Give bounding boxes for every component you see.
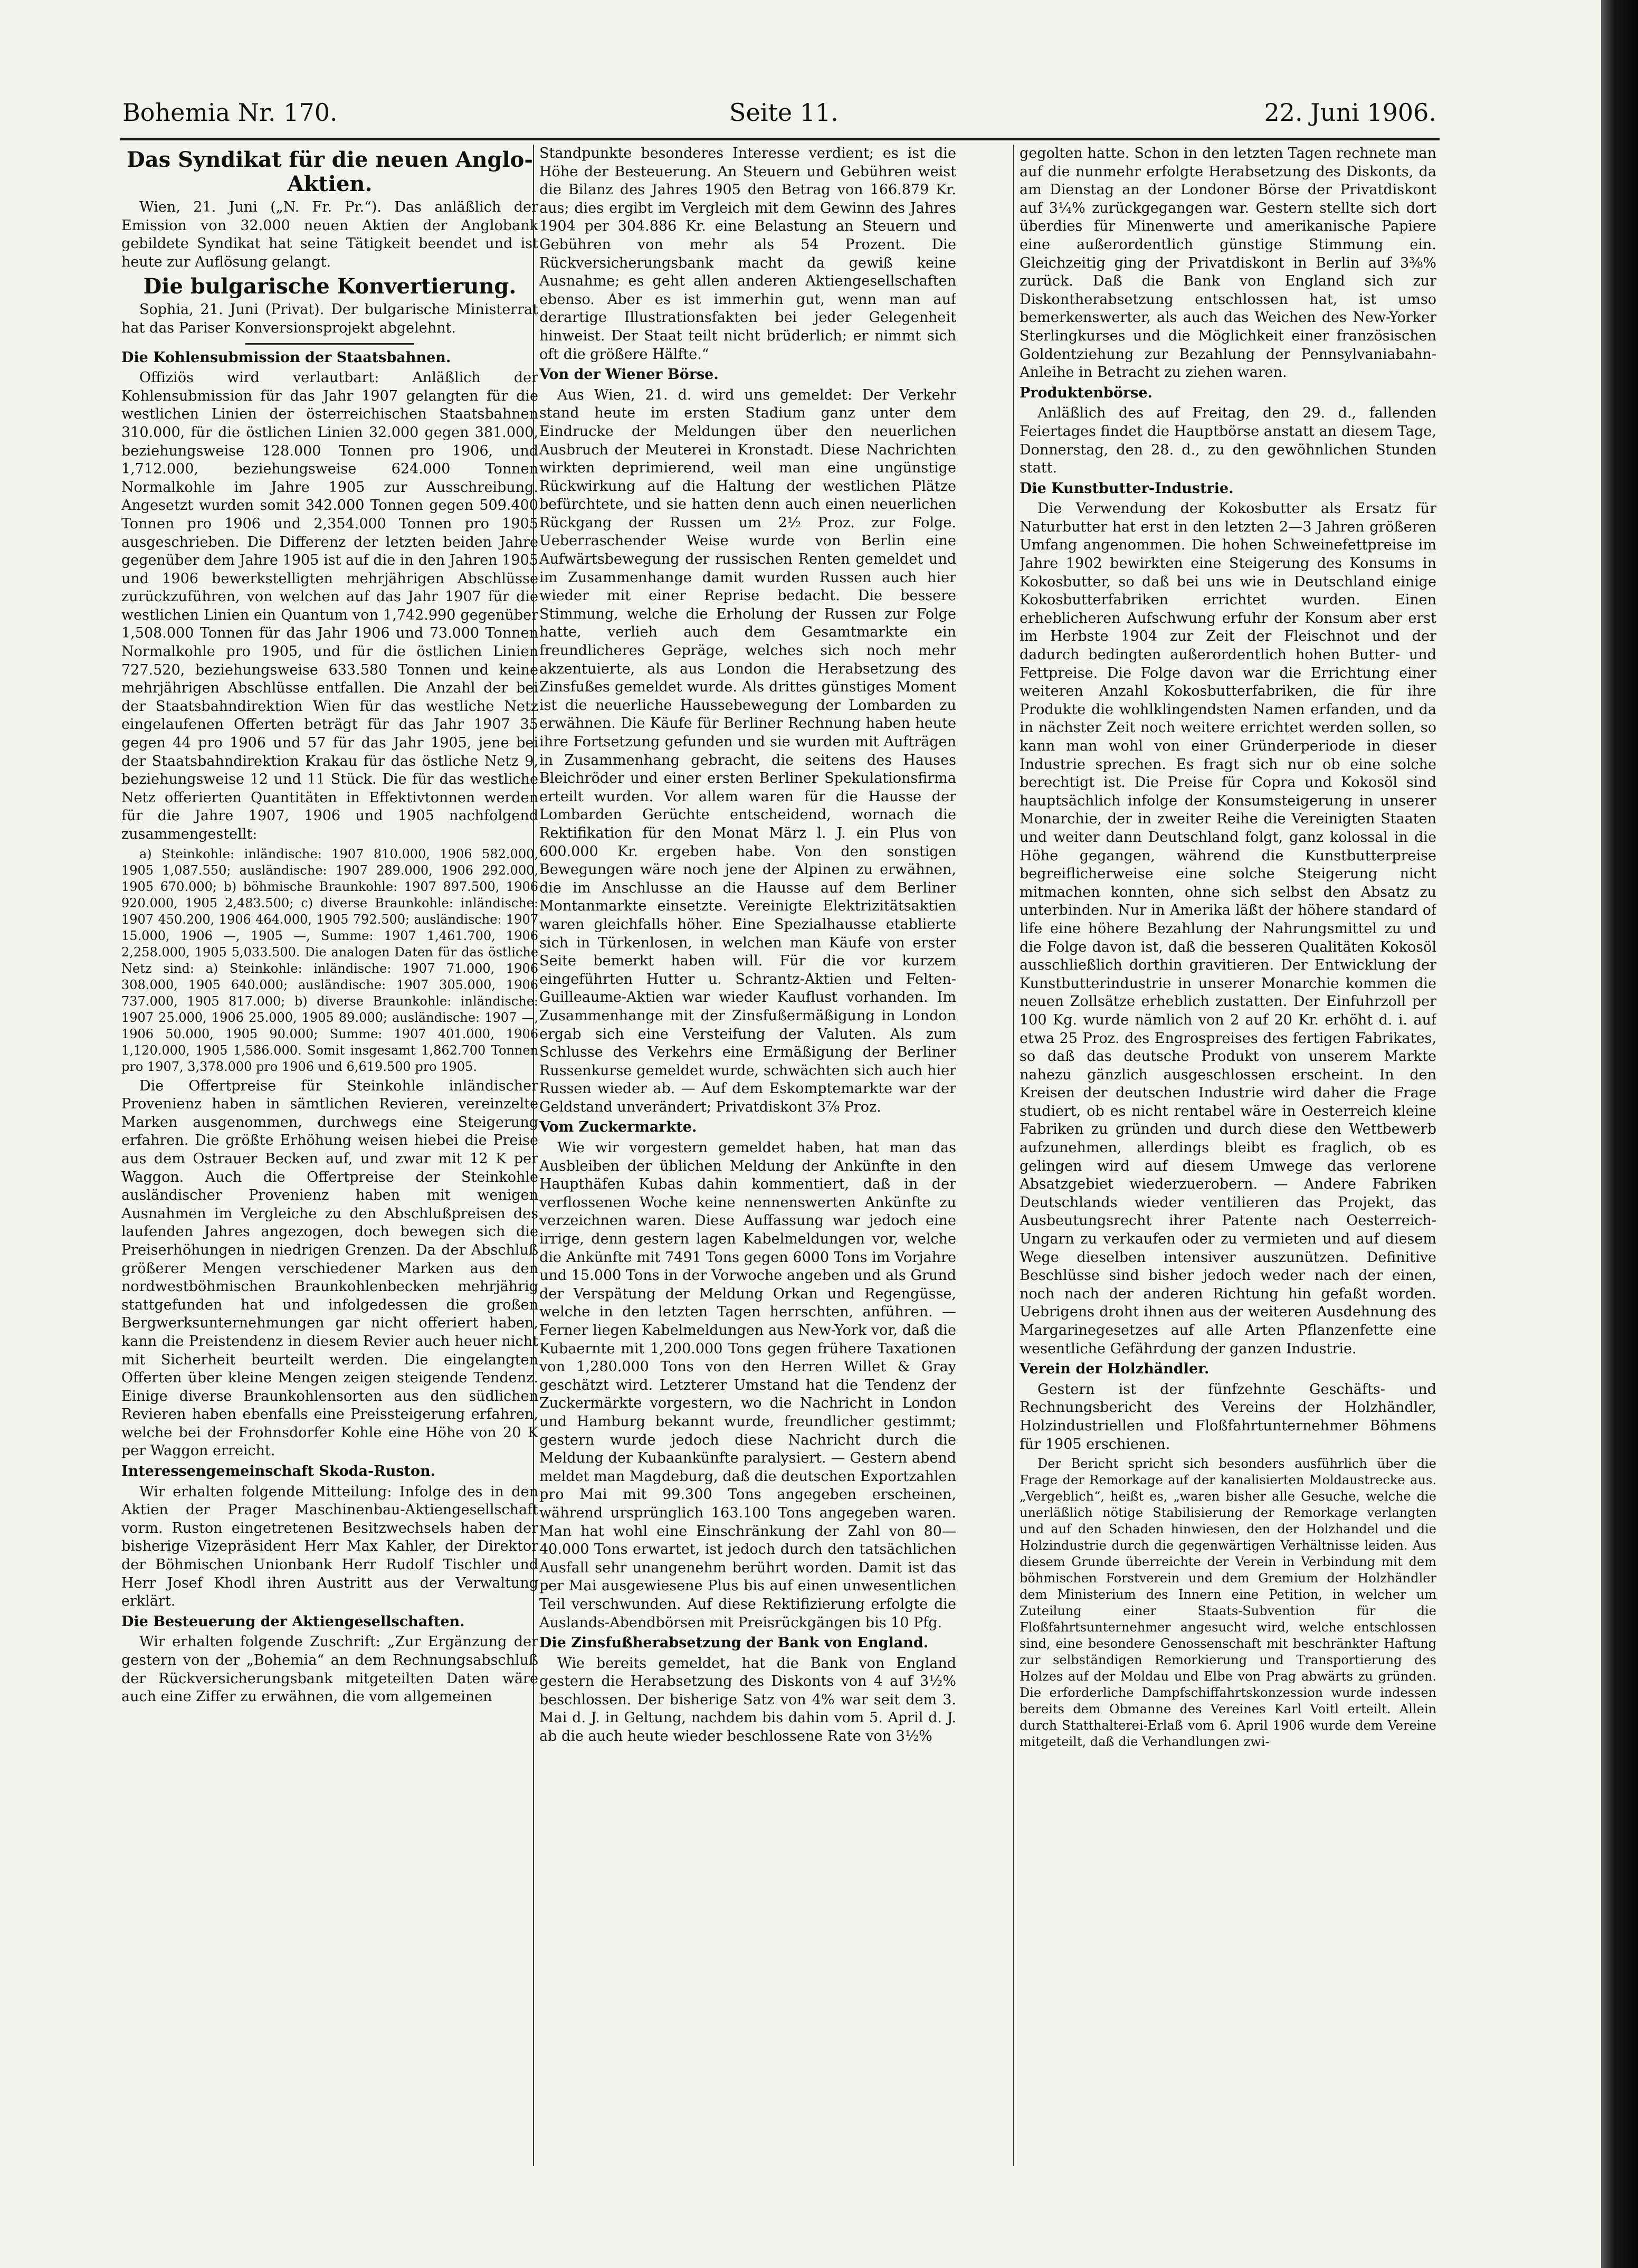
article-coal-submission: Offiziös wird verlautbart: Anläßlich der Kohlensubmission für das Jahr 1907 gelangten für die westlichen Linien der österreichischen Staatsbahnen 310.000, für die östlichen Linien 32.000 gegen 381.000, beziehungsweise 128.000 Tonnen pro 1906, und 1,712.000, beziehungsweise 624.000 Tonnen Normalkohle im Jahre 1905 zur Ausschreibung. Angesetzt wurden somit 342.000 Tonnen gegen 509.400 Tonnen pro 1906 und 2,354.000 Tonnen pro 1905 ausgeschrieben. Die Differenz der letzten beiden Jahre gegenüber dem Jahre 1905 ist auf die in den Jahren 1905 und 1906 bewerkstelligten mehrjährigen Abschlüsse zurückzuführen, von welchen auf das Jahr 1907 für die westlichen Linien ein Quantum von 1,742.990 gegenüber 1,508.000 Tonnen für das Jahr 1906 und 73.000 Tonnen Normalkohle pro 1905, und für die östlichen Linien 727.520, beziehungsweise 633.580 Tonnen und keine mehrjährigen Abschlüsse entfallen. Die Anzahl der bei der Staatsbahndirektion Wien für das westliche Netz eingelaufenen Offerten beträgt für das Jahr 1907 35 gegen 44 pro 1906 und 57 für das Jahr 1905, jene bei der Staatsbahndirektion Krakau für das östliche Netz 9, beziehungsweise 12 und 11 Stück. Die für das westliche Netz offerierten Quantitäten in Effektivtonnen werden für die Jahre 1907, 1906 und 1905 nachfolgend zusammengestellt: bbox=[121, 369, 538, 842]
headline-syndikat: Das Syndikat für die neuen Anglo-Aktien. bbox=[127, 147, 533, 196]
header-rule bbox=[120, 138, 1440, 140]
taxation-title: Die Besteuerung der Aktiengesellschaften. bbox=[121, 1613, 465, 1630]
article-coal-submission-lead bbox=[121, 349, 538, 367]
column-2 bbox=[539, 145, 956, 2166]
article-timber-dealers: Gestern ist der fünfzehnte Geschäfts- und Rechnungsbericht des Vereins der Holzhändler, Holzindustriellen und Floßfahrtunternehmer Böhmens für 1905 erschienen. bbox=[1020, 1381, 1436, 1453]
article-coal-prices: Die Offertpreise für Steinkohle inländischer Provenienz haben in sämtlichen Revieren, vereinzelte Marken ausgenommen, durchwegs eine Steigerung erfahren. Die größte Erhöhung weisen hiebei die Preise aus dem Ostrauer Becken auf, und zwar mit 12 K per Waggon. Auch die Offertpreise der Steinkohle ausländischer Provenienz haben mit wenigen Ausnahmen im Vergleiche zu den Abschlußpreisen des laufenden Jahres angezogen, doch bewegen sich die Preiserhöhungen in niedrigen Grenzen. Da der Abschluß größerer Mengen verschiedener Marken aus den nordwestböhmischen Braunkohlenbecken mehrjährig stattgefunden hat und infolgedessen die großen Bergwerksunternehmungen gar nicht offeriert haben, kann die Preistendenz in diesem Revier auch heuer nicht mit Sicherheit beurteilt werden. Die eingelangten Offerten über kleine Mengen zeigen steigende Tendenz. Einige diverse Braunkohlensorten aus den südlichen Revieren haben ebenfalls eine Preissteigerung erfahren, welche bei der Frohnsdorfer Kohle eine Höhe von 20 K per Waggon erreicht. bbox=[121, 1077, 538, 1459]
bank-of-england-title: Die Zinsfußherabsetzung der Bank von England. bbox=[539, 1635, 929, 1652]
article-bank-of-england-lead bbox=[539, 1634, 956, 1653]
article-taxation-continued: Standpunkte besonderes Interesse verdient; es ist die Höhe der Besteuerung. An Steuern und Gebühren weist die Bilanz des Jahres 1905 den Betrag von 166.879 Kr. aus; dies ergibt im Vergleich mit dem Gewinn des Jahres 1904 per 304.886 Kr. eine Belastung an Steuern und Gebühren von mehr als 54 Prozent. Die Rückversicherungsbank macht da gewiß keine Ausnahme; es geht allen anderen Aktiengesellschaften ebenso. Aber es ist immerhin gut, wenn man auf derartige Illustrationsfakten bei jeder Gelegenheit hinweist. Der Staat teilt nicht brüderlich; er nimmt sich oft die größere Hälfte.“ bbox=[539, 145, 956, 363]
article-coal-submission-figures: a) Steinkohle: inländische: 1907 810.000, 1906 582.000, 1905 1,087.550; ausländische: 1907 289.000, 1906 292.000, 1905 670.000; b) böhmische Braunkohle: 1907 897.500, 1906 920.000, 1905 2,483.500; c) diverse Braunkohle: inländische: 1907 450.200, 1906 464.000, 1905 792.500; ausländische: 1907 15.000, 1906 —, 1905 —, Summe: 1907 1,461.700, 1906 2,258.000, 1905 5,033.500. Die analogen Daten für das östliche Netz sind: a) Steinkohle: inländische: 1907 71.000, 1906 308.000, 1905 640.000; ausländische: 1907 305.000, 1906 737.000, 1905 817.000; b) diverse Braunkohle: inländische: 1907 25.000, 1906 25.000, 1905 89.000; ausländische: 1907 —, 1906 50.000, 1905 90.000; Summe: 1907 401.000, 1906 1,120.000, 1905 1,586.000. Somit insgesamt 1,862.700 Tonnen pro 1907, 3,378.000 pro 1906 und 6,619.500 pro 1905. bbox=[121, 846, 538, 1074]
produce-exchange-title: Produktenbörse. bbox=[1020, 384, 1153, 401]
article-bank-of-england: Wie bereits gemeldet, hat die Bank von England gestern die Herabsetzung des Diskonts von 4 auf 3½% beschlossen. Der bisherige Satz von 4% war seit dem 3. Mai d. J. in Geltung, nachdem bis dahin vom 5. April d. J. ab die auch heute wieder beschlossene Rate von 3½% bbox=[539, 1655, 956, 1745]
article-vienna-exchange-lead bbox=[539, 366, 956, 384]
article-taxation-lead bbox=[121, 1613, 538, 1631]
article-timber-dealers-lead bbox=[1020, 1360, 1436, 1379]
margarine-industry-title: Die Kunstbutter-Industrie. bbox=[1020, 480, 1234, 497]
article-bulgarian-conversion: Sophia, 21. Juni (Privat). Der bulgarische Ministerrat hat das Pariser Konversionsprojekt abgelehnt. bbox=[121, 301, 538, 336]
column-rule bbox=[1013, 145, 1014, 2166]
article-margarine-industry: Die Verwendung der Kokosbutter als Ersatz für Naturbutter hat erst in den letzten 2—3 Jahren größeren Umfang angenommen. Die hohen Schweinefettpreise im Jahre 1902 bewirkten eine Steigerung des Konsums in Kokosbutter, so daß bei uns wie in Deutschland einige Kokosbutterfabriken errichtet wurden. Einen erheblicheren Aufschwung erfuhr der Konsum aber erst im Herbste 1904 zur Zeit der Fleischnot und der dadurch bedingten außerordentlich hohen Butter- und Fettpreise. Die Folge davon war die Errichtung einer weiteren Anzahl Kokosbutterfabriken, die für ihre Produkte die wohlklingendsten Namen erfanden, und da in nächster Zeit noch weitere errichtet werden sollen, so kann man wohl von einer Gründerperiode in dieser Industrie sprechen. Es fragt sich nur ob eine solche berechtigt ist. Die Preise für Copra und Kokosöl sind hauptsächlich infolge der Konsumsteigerung in unserer Monarchie, der in zweiter Reihe die Vereinigten Staaten und weiter dann Deutschland folgt, ganz kolossal in die Höhe gegangen, während die Kunstbutterpreise begreiflicherweise eine solche Steigerung nicht mitmachen konnten, ohne sich selbst den Absatz zu unterbinden. Nur in Amerika läßt der höhere standard of life eine höhere Bezahlung der Nahrungsmittel zu und die Folge davon ist, daß die besseren Qualitäten Kokosöl ausschließlich dorthin gravitieren. Der Entwicklung der Kunstbutterindustrie in unserer Monarchie kommen die neuen Zollsätze erheblich zustatten. Der Einfuhrzoll per 100 Kg. wurde nämlich von 2 auf 20 Kr. erhöht d. i. auf etwa 25 Proz. des Engrospreises des fertigen Fabrikates, so daß das deutsche Produkt von unserem Markte nahezu gänzlich ausgeschlossen erscheint. In den Kreisen der deutschen Industrie wird daher die Frage studiert, ob es nicht rentabel wäre in Oesterreich kleine Fabriken zu gründen und durch diese den Wettbewerb aufzunehmen, allerdings bleibt es fraglich, ob es gelingen wird auf diesem Umwege das verlorene Absatzgebiet wiederzuerobern. — Andere Fabriken Deutschlands wieder ventilieren das Projekt, das Ausbeutungsrecht ihrer Patente nach Oesterreich-Ungarn zu verkaufen oder zu vermieten und auf diesem Wege dieselben intensiver auszunützen. Definitive Beschlüsse sind bisher jedoch weder nach der einen, noch nach der anderen Richtung hin gefaßt worden. Uebrigens droht ihnen aus der weiteren Ausdehnung des Margarinegesetzes auf alle Arten Pflanzenfette eine wesentliche Gefährdung der ganzen Industrie. bbox=[1020, 500, 1436, 1357]
article-margarine-industry-lead bbox=[1020, 480, 1436, 498]
header-date: 22. Juni 1906. bbox=[1264, 98, 1436, 127]
header-issue: Bohemia Nr. 170. bbox=[122, 98, 338, 127]
column-3 bbox=[1020, 145, 1436, 2166]
scan-edge bbox=[1601, 0, 1638, 2268]
vienna-exchange-title: Von der Wiener Börse. bbox=[539, 366, 719, 383]
column-1 bbox=[121, 145, 538, 2166]
headline-bulgarian-conversion: Die bulgarische Konvertierung. bbox=[143, 274, 517, 299]
article-produce-exchange-lead bbox=[1020, 384, 1436, 403]
article-timber-dealers-report: Der Bericht spricht sich besonders ausführlich über die Frage der Remorkage auf der kanalisierten Moldaustrecke aus. „Vergeblich“, heißt es, „waren bisher alle Gesuche, welche die unerläßlich nötige Stabilisierung der Remorkage verlangten und auf den Schaden hinwiesen, den der Holzhandel und die Holzindustrie durch die gegenwärtigen Verhältnisse leiden. Aus diesem Grunde überreichte der Verein in Verbindung mit dem böhmischen Forstverein und dem Gremium der Holzhändler dem Ministerium des Innern eine Petition, in welcher um Zuteilung einer Staats-Subvention für die Floßfahrtsunternehmer angesucht wird, welche entschlossen sind, eine besondere Genossenschaft mit beschränkter Haftung zur selbständigen Remorkierung und Transportierung des Holzes auf der Moldau und Elbe von Prag abwärts zu gründen. Die erforderliche Dampfschiffahrtskonzession wurde indessen bereits dem Obmanne des Vereines Karl Voitl erteilt. Allein durch Statthalterei-Erlaß vom 6. April 1906 wurde dem Vereine mitgeteilt, daß die Verhandlungen zwi- bbox=[1020, 1456, 1436, 1750]
article-syndikat: Wien, 21. Juni („N. Fr. Pr.“). Das anläßlich der Emission von 32.000 neuen Aktien der Anglobank gebildete Syndikat hat seine Tätigkeit beendet und ist heute zur Auflösung gelangt. bbox=[121, 199, 538, 270]
section-separator bbox=[245, 343, 414, 345]
article-vienna-exchange: Aus Wien, 21. d. wird uns gemeldet: Der Verkehr stand heute im ersten Stadium ganz unter dem Eindrucke der Meldungen über den neuerlichen Ausbruch der Meuterei in Kronstadt. Diese Nachrichten wirkten deprimierend, weil man eine ungünstige Rückwirkung auf die Haltung der westlichen Plätze befürchtete, und sie hatten denn auch einen neuerlichen Rückgang der Russen um 2½ Proz. zur Folge. Ueberraschender Weise wurde von Berlin eine Aufwärtsbewegung der russischen Renten gemeldet und im Zusammenhange damit wurden Russen auch hier wieder mit einer Reprise bedacht. Die bessere Stimmung, welche die Erholung der Russen zur Folge hatte, verlieh auch dem Gesamtmarkte ein freundlicheres Gepräge, welches sich noch mehr akzentuierte, als aus London die Herabsetzung des Zinsfußes gemeldet wurde. Als drittes günstiges Moment ist die neuerliche Haussebewegung der Lombarden zu erwähnen. Die Käufe für Berliner Rechnung haben heute ihre Fortsetzung gefunden und sie wurden mit Aufträgen in Zusammenhang gebracht, die seitens des Hauses Bleichröder und einer ersten Berliner Spekulationsfirma erteilt wurden. Vor allem waren für die Hausse der Lombarden Gerüchte entscheidend, wornach die Rektifikation für den Monat März l. J. ein Plus von 600.000 Kr. ergeben habe. Von den sonstigen Bewegungen wäre noch jene der Alpinen zu erwähnen, die im Anschlusse an die Hausse auf dem Berliner Montanmarkte einsetzte. Vereinigte Elektrizitätsaktien waren gleichfalls höher. Eine Spezialhausse etablierte sich in Türkenlosen, in welchen man Käufe von erster Seite bemerkt haben will. Für die vor kurzem eingeführten Hutter u. Schrantz-Aktien und Felten-Guilleaume-Aktien war wieder Kauflust vorhanden. Im Zusammenhange mit der Zinsfußermäßigung in London ergab sich eine Versteifung der Valuten. Als zum Schlusse des Verkehrs eine Ermäßigung der Berliner Russenkurse gemeldet wurde, schwächten sich auch hier Russen wieder ab. — Auf dem Eskomptemarkte war der Geldstand unverändert; Privatdiskont 3⅞ Proz. bbox=[539, 386, 956, 1115]
sugar-market-title: Vom Zuckermarkte. bbox=[539, 1119, 697, 1136]
article-skoda: Wir erhalten folgende Mitteilung: Infolge des in den Aktien der Prager Maschinenbau-Aktiengesellschaft vorm. Ruston eingetretenen Besitzwechsels haben der bisherige Vizepräsident Herr Max Kahler, der Direktor der Böhmischen Unionbank Herr Rudolf Tischler und Herr Josef Khodl ihren Austritt aus der Verwaltung erklärt. bbox=[121, 1483, 538, 1610]
page-header bbox=[122, 98, 1436, 135]
timber-dealers-title: Verein der Holzhändler. bbox=[1020, 1361, 1210, 1378]
header-page-number: Seite 11. bbox=[729, 98, 839, 127]
article-sugar-market: Wie wir vorgestern gemeldet haben, hat man das Ausbleiben der üblichen Meldung der Ankünfte in den Haupthäfen Kubas dahin kommentiert, daß in der verflossenen Woche keine nennenswerten Ankünfte zu verzeichnen waren. Diese Auffassung war jedoch eine irrige, denn gestern lagen Kabelmeldungen vor, welche die Ankünfte mit 7491 Tons gegen 6000 Tons im Vorjahre und 15.000 Tons in der Vorwoche angeben und als Grund der Verspätung der Meldung Orkan und Regengüsse, welche in den letzten Tagen herrschten, anführen. — Ferner liegen Kabelmeldungen aus New-York vor, daß die Kubaernte mit 1,200.000 Tons gegen frühere Taxationen von 1,280.000 Tons von den Herren Willet & Gray geschätzt wird. Letzterer Umstand hat die Tendenz der Zuckermärkte vorgestern, wo die Nachricht in London und Hamburg bekannt wurde, freundlicher gestimmt; gestern wurde jedoch diese Nachricht durch die Meldung der Kubaankünfte paralysiert. — Gestern abend meldet man Magdeburg, daß die deutschen Exportzahlen pro Mai mit 99.300 Tons angegeben erscheinen, während ursprünglich 163.100 Tons angegeben waren. Man hat wohl eine Einschränkung der Zahl von 80—40.000 Tons erwartet, ist jedoch durch den tatsächlichen Ausfall sehr unangenehm berührt worden. Damit ist das per Mai ausgewiesene Plus bis auf einen unwesentlichen Teil verschwunden. Auf diese Rektifizierung erfolgte die Auslands-Abendbörsen mit Preisrückgängen bis 10 Pfg. bbox=[539, 1140, 956, 1631]
article-sugar-market-lead bbox=[539, 1118, 956, 1137]
coal-submission-title: Die Kohlensubmission der Staatsbahnen. bbox=[121, 349, 451, 366]
article-produce-exchange: Anläßlich des auf Freitag, den 29. d., fallenden Feiertages findet die Hauptbörse anstatt an diesem Tage, Donnerstag, den 28. d., zu den gewöhnlichen Stunden statt. bbox=[1020, 405, 1436, 477]
article-bank-of-england-continued: gegolten hatte. Schon in den letzten Tagen rechnete man auf die nunmehr erfolgte Herabsetzung des Diskonts, da am Dienstag an der Londoner Börse der Privatdiskont auf 3¼% zurückgegangen war. Gestern stellte sich dort überdies für Minenwerte und amerikanische Papiere eine außerordentlich günstige Stimmung ein. Gleichzeitig ging der Privatdiskont in Berlin auf 3⅜% zurück. Daß die Bank von England sich zur Diskontherabsetzung entschlossen hat, ist umso bemerkenswerter, als auch das Weichen des New-Yorker Sterlingkurses und die Möglichkeit einer französischen Goldentziehung zur Bezahlung der Pennsylvaniabahn-Anleihe in Betracht zu ziehen waren. bbox=[1020, 145, 1436, 381]
article-skoda-lead bbox=[121, 1463, 538, 1481]
skoda-title: Interessengemeinschaft Skoda-Ruston. bbox=[121, 1463, 436, 1480]
article-taxation: Wir erhalten folgende Zuschrift: „Zur Ergänzung der gestern von der „Bohemia“ an dem Rechnungsabschluß der Rückversicherungsbank mitgeteilten Daten wäre auch eine Ziffer zu erwähnen, die vom allgemeinen bbox=[121, 1634, 538, 1705]
